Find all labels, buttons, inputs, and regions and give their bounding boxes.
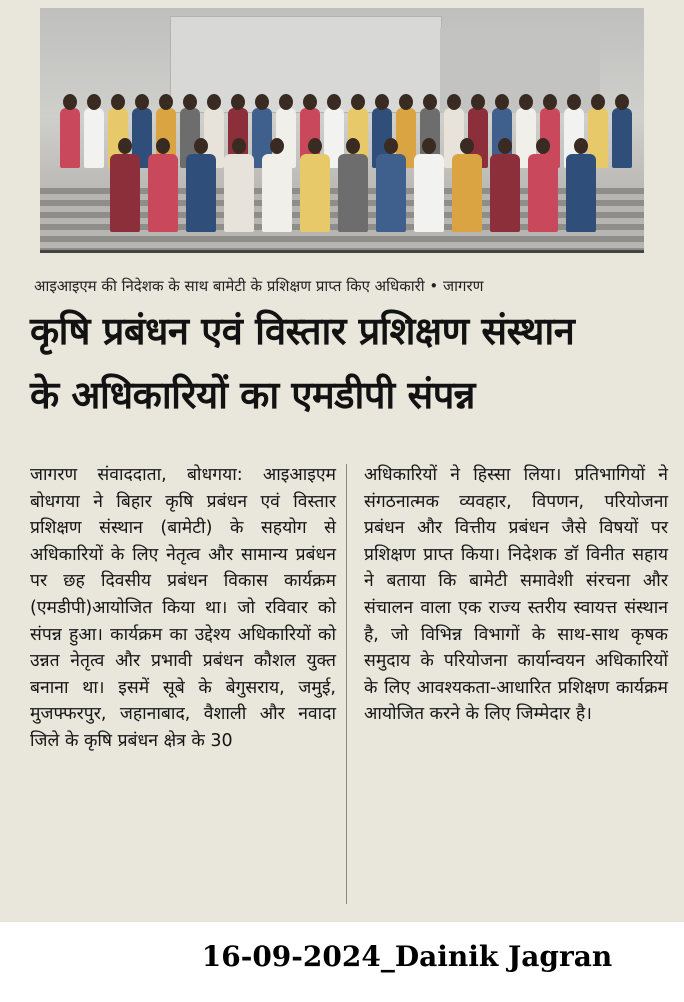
article-column-right — [364, 462, 668, 728]
photo-person-head — [159, 94, 173, 110]
headline-line-2: के अधिकारियों का एमडीपी संपन्न — [30, 373, 475, 417]
photo-person-head — [543, 94, 557, 110]
photo-person — [60, 108, 80, 168]
photo-person-head — [471, 94, 485, 110]
photo-person — [110, 154, 140, 232]
photo-person — [224, 154, 254, 232]
photo-person-head — [536, 138, 550, 154]
photo-person-head — [87, 94, 101, 110]
group-photo — [40, 8, 644, 250]
photo-person-head — [460, 138, 474, 154]
photo-person-head — [118, 138, 132, 154]
photo-person — [490, 154, 520, 232]
photo-person-head — [615, 94, 629, 110]
photo-person — [262, 154, 292, 232]
source-date-label: 16-09-2024_Dainik Jagran — [201, 940, 613, 973]
photo-person-head — [194, 138, 208, 154]
column-divider — [346, 464, 347, 904]
photo-person-head — [303, 94, 317, 110]
photo-person-head — [183, 94, 197, 110]
photo-person-head — [422, 138, 436, 154]
photo-person-head — [135, 94, 149, 110]
photo-person-head — [498, 138, 512, 154]
photo-person-head — [495, 94, 509, 110]
photo-person — [84, 108, 104, 168]
photo-person-head — [231, 94, 245, 110]
photo-person-head — [63, 94, 77, 110]
photo-person — [148, 154, 178, 232]
photo-person — [452, 154, 482, 232]
photo-person-head — [232, 138, 246, 154]
photo-person-head — [567, 94, 581, 110]
photo-person-head — [279, 94, 293, 110]
photo-person — [338, 154, 368, 232]
photo-person-head — [111, 94, 125, 110]
photo-person — [376, 154, 406, 232]
article-text-right: अधिकारियों ने हिस्सा लिया। प्रतिभागियों ने संगठनात्मक व्यवहार, विपणन, परियोजना प्रबंधन और वित्तीय प्रबंधन जैसे विषयों पर प्रशिक्षण प्राप्त किया। निदेशक डॉ विनीत सहाय ने बताया कि बामेटी समावेशी संरचना और संचालन वाला एक राज्य स्तरीय स्वायत्त संस्थान है, जो विभिन्न विभागों के साथ-साथ कृषक समुदाय के परियोजना कार्यान्वयन अधिकारियों के लिए आवश्यकता-आधारित प्रशिक्षण कार्यक्रम आयोजित करने के लिए जिम्मेदार है। — [364, 465, 668, 725]
photo-person-head — [574, 138, 588, 154]
photo-person-head — [207, 94, 221, 110]
photo-person — [528, 154, 558, 232]
photo-person-head — [351, 94, 365, 110]
photo-person-head — [384, 138, 398, 154]
headline-line-1: कृषि प्रबंधन एवं विस्तार प्रशिक्षण संस्थान — [30, 309, 575, 353]
photo-person-head — [447, 94, 461, 110]
photo-person-head — [308, 138, 322, 154]
photo-person-head — [327, 94, 341, 110]
photo-person-head — [375, 94, 389, 110]
article-column-left — [30, 462, 336, 755]
photo-border — [40, 250, 644, 253]
photo-person — [612, 108, 632, 168]
photo-person-head — [255, 94, 269, 110]
photo-person — [566, 154, 596, 232]
photo-caption: आइआइएम की निदेशक के साथ बामेटी के प्रशिक्षण प्राप्त किए अधिकारी • जागरण — [34, 277, 484, 295]
photo-person-head — [399, 94, 413, 110]
photo-person — [300, 154, 330, 232]
photo-person — [186, 154, 216, 232]
photo-person-head — [270, 138, 284, 154]
photo-person-head — [346, 138, 360, 154]
photo-person-head — [591, 94, 605, 110]
photo-person — [414, 154, 444, 232]
photo-person-head — [156, 138, 170, 154]
photo-person-head — [519, 94, 533, 110]
article-text-left: जागरण संवाददाता, बोधगया: आइआइएम बोधगया ने बिहार कृषि प्रबंधन एवं विस्तार प्रशिक्षण संस्थान (बामेटी) के सहयोग से अधिकारियों के लिए नेतृत्व और सामान्य प्रबंधन पर छह दिवसीय प्रबंधन विकास कार्यक्रम (एमडीपी)आयोजित किया था। जो रविवार को संपन्न हुआ। कार्यक्रम का उद्देश्य अधिकारियों को उन्नत नेतृत्व और प्रभावी प्रबंधन कौशल युक्त बनाना था। इसमें सूबे के बेगुसराय, जमुई, मुजफ्फरपुर, जहानाबाद, वैशाली और नवादा जिले के कृषि प्रबंधन क्षेत्र के 30 — [30, 465, 336, 751]
photo-person-head — [423, 94, 437, 110]
